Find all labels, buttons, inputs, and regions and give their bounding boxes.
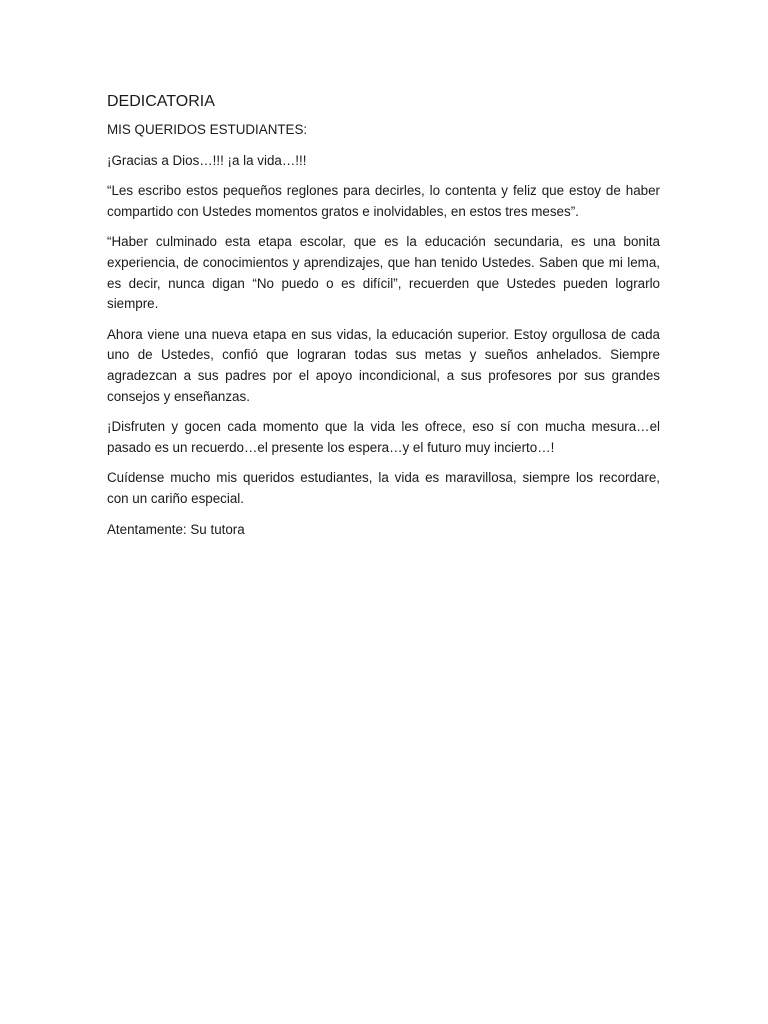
paragraph-enjoy: ¡Disfruten y gocen cada momento que la vida les ofrece, eso sí con mucha mesura…el pasado es un recuerdo…el presente los espera…y el futuro muy incierto…! bbox=[107, 419, 660, 455]
paragraph-intro: “Les escribo estos pequeños reglones para decirles, lo contenta y feliz que estoy de haber compartido con Ustedes momentos gratos e inolvidables, en estos tres meses”. bbox=[107, 183, 660, 219]
paragraph-school-stage: “Haber culminado esta etapa escolar, que es la educación secundaria, es una bonita experiencia, de conocimientos y aprendizajes, que han tenido Ustedes. Saben que mi lema, es decir, nunca digan “No puedo o es difícil”, recuerden que Ustedes pueden lograrlo siempre. bbox=[107, 234, 660, 312]
paragraph-farewell: Cuídense mucho mis queridos estudiantes, la vida es maravillosa, siempre los recordare, con un cariño especial. bbox=[107, 470, 660, 506]
document-page bbox=[107, 90, 660, 550]
page-title: DEDICATORIA bbox=[107, 93, 215, 110]
paragraph-new-stage: Ahora viene una nueva etapa en sus vidas, la educación superior. Estoy orgullosa de cada uno de Ustedes, confió que lograran todas sus metas y sueños anhelados. Siempre agradezcan a sus padres por el apoyo incondicional, a sus profesores por sus grandes consejos y enseñanzas. bbox=[107, 326, 660, 404]
closing-signature: Atentamente: Su tutora bbox=[107, 521, 245, 537]
salutation: MIS QUERIDOS ESTUDIANTES: bbox=[107, 122, 308, 137]
paragraph-gratitude: ¡Gracias a Dios…!!! ¡a la vida…!!! bbox=[107, 152, 307, 168]
